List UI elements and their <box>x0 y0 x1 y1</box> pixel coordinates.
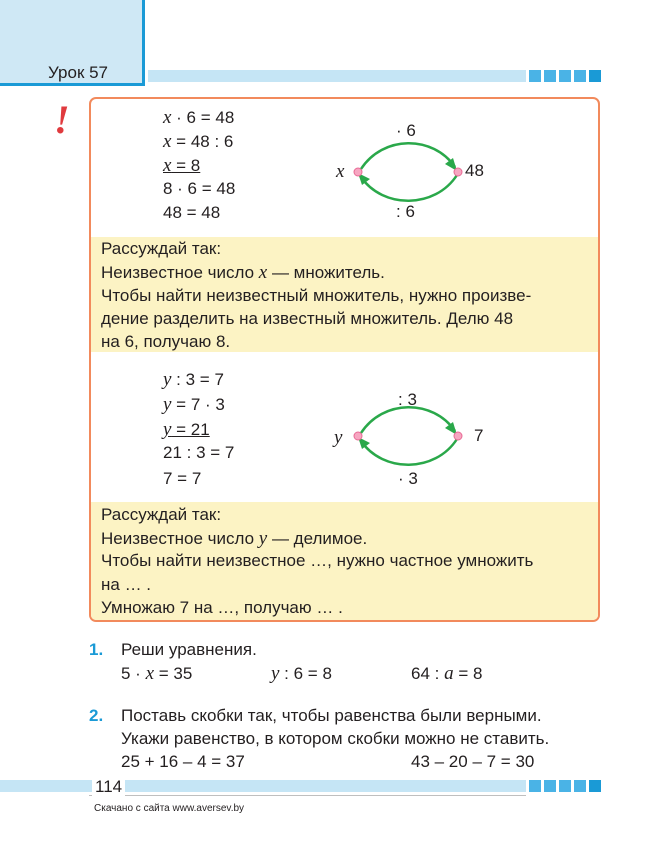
header-square <box>574 70 586 82</box>
task-equation: 5 · x = 35 <box>121 663 193 684</box>
node-point <box>454 432 462 440</box>
footer-square <box>544 780 556 792</box>
header-square <box>529 70 541 82</box>
task-equation: y : 6 = 8 <box>271 663 332 684</box>
reasoning-heading: Рассуждай так: <box>101 505 222 524</box>
footer-square <box>574 780 586 792</box>
page-number: 114 <box>92 777 125 797</box>
node-point <box>454 168 462 176</box>
diagram-left-label: y <box>334 427 343 448</box>
diagram-bottom-label: · 3 <box>398 469 418 488</box>
arrow-bottom <box>361 175 457 201</box>
reasoning-block-2 <box>91 502 598 622</box>
diagram-bottom-label: : 6 <box>396 202 415 221</box>
variable-y: y <box>163 369 172 390</box>
equation-solution: x = 8 <box>163 155 201 176</box>
node-point <box>354 168 362 176</box>
reasoning-line: Умножаю 7 на …, получаю … . <box>101 598 343 617</box>
header-square <box>544 70 556 82</box>
diagram-right-label: 48 <box>465 161 484 180</box>
equation-line: x = 48 : 6 <box>163 131 234 152</box>
variable-x: x <box>163 107 172 128</box>
footer-square <box>559 780 571 792</box>
header-square <box>559 70 571 82</box>
equation-line: y : 3 = 7 <box>163 369 224 390</box>
task-number: 1. <box>89 640 104 659</box>
task-title: Реши уравнения. <box>121 640 257 659</box>
equation-solution: y = 21 <box>163 419 210 440</box>
node-point <box>354 432 362 440</box>
task-number: 2. <box>89 706 104 725</box>
arrow-bottom <box>361 439 457 465</box>
footer-square <box>589 780 601 792</box>
rule-exclamation-icon: ! <box>54 97 70 142</box>
equation-check: 8 · 6 = 48 <box>163 179 236 198</box>
reasoning-line: на 6, получаю 8. <box>101 332 231 351</box>
footer-square <box>529 780 541 792</box>
task-equation: 25 + 16 – 4 = 37 <box>121 752 245 771</box>
task-equation: 64 : a = 8 <box>411 663 483 684</box>
equation-check-result: 7 = 7 <box>163 469 202 488</box>
task-equation: 43 – 20 – 7 = 30 <box>411 752 535 771</box>
header-bar <box>148 70 526 82</box>
reasoning-line: на … . <box>101 575 152 594</box>
equation-check: 21 : 3 = 7 <box>163 443 235 462</box>
reasoning-line: дение разделить на известный множитель. Делю 48 <box>101 309 514 328</box>
source-credit: Скачано с сайта www.aversev.by <box>94 803 245 814</box>
reasoning-line: Неизвестное число x — множитель. <box>101 262 385 283</box>
reasoning-line: Чтобы найти неизвестное …, нужно частное умножить <box>101 551 534 570</box>
reasoning-line: Чтобы найти неизвестный множитель, нужно произве- <box>101 286 532 305</box>
task-subtitle: Укажи равенство, в котором скобки можно не ставить. <box>121 729 550 748</box>
equation-line: x · 6 = 48 <box>163 107 235 128</box>
diagram-left-label: x <box>336 161 345 182</box>
reasoning-heading: Рассуждай так: <box>101 239 222 258</box>
reasoning-line: Неизвестное число y — делимое. <box>101 528 368 549</box>
reasoning-block-1 <box>91 237 598 352</box>
equation-line: y = 7 · 3 <box>163 394 225 415</box>
task-title: Поставь скобки так, чтобы равенства были верными. <box>121 706 542 725</box>
diagram-top-label: · 6 <box>396 121 416 140</box>
diagram-top-label: : 3 <box>398 390 417 409</box>
header-square <box>589 70 601 82</box>
equation-check-result: 48 = 48 <box>163 203 221 222</box>
footer-rule <box>89 795 526 796</box>
lesson-title: Урок 57 <box>48 63 109 82</box>
arrow-top <box>361 407 455 433</box>
diagram-right-label: 7 <box>474 426 484 445</box>
rule-frame <box>89 97 600 622</box>
footer-bar <box>0 780 526 792</box>
arrow-top <box>361 143 455 169</box>
